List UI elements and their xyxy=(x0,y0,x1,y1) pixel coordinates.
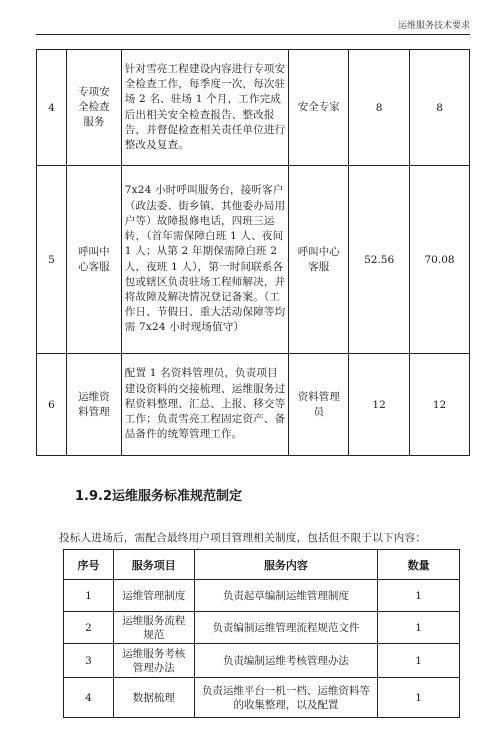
table-row xyxy=(37,166,470,354)
service-content: 负责运维平台一机一档、运维资料等的收集整理，以及配置 xyxy=(194,678,378,718)
table-row xyxy=(37,354,470,456)
row-number: 2 xyxy=(64,612,114,644)
intro-paragraph: 投标人进场后，需配合最终用户项目管理相关制度，包括但不限于以下内容： xyxy=(59,532,427,544)
service-content: 负责起草编制运维管理制度 xyxy=(194,580,378,612)
service-content: 7x24 小时呼叫服务台，接听客户（政法委、街乡镇、其他委办局用户等）故障报修电话，四班三运转，（首年需保障白班 1 人、夜间 1 人；从第 2 年期保需障白班 2 人，夜班 1 人），第一时间联系各包或辖区负责驻场工程师解决，并将故障及解决情况登记备案。（工作日、节假日、重大活动保障等均需 7x24 小时现场值守） xyxy=(121,166,289,354)
service-item: 运维管理制度 xyxy=(113,580,194,612)
service-item: 呼叫中心客服 xyxy=(66,166,121,354)
section-heading: 1.9.2运维服务标准规范制定 xyxy=(75,489,243,504)
personnel: 安全专家 xyxy=(289,50,349,166)
table-row xyxy=(64,580,460,612)
quantity: 1 xyxy=(378,678,460,718)
value-1: 52.56 xyxy=(349,166,410,354)
row-number: 5 xyxy=(37,166,67,354)
personnel: 呼叫中心客服 xyxy=(289,166,349,354)
service-item: 运维服务考核管理办法 xyxy=(113,644,194,678)
value-1: 12 xyxy=(349,354,410,456)
table-row xyxy=(64,644,460,678)
value-2: 12 xyxy=(410,354,470,456)
service-content: 针对雪亮工程建设内容进行专项安全检查工作，每季度一次，每次驻场 2 名、驻场 1 个月，工作完成后出相关安全检查报告、整改报告，并督促检查相关责任单位进行整改及复查。 xyxy=(121,50,289,166)
service-content: 负责编制运维考核管理办法 xyxy=(194,644,378,678)
header-item: 服务项目 xyxy=(113,550,194,580)
quantity: 1 xyxy=(378,580,460,612)
row-number: 6 xyxy=(37,354,67,456)
row-number: 1 xyxy=(64,580,114,612)
header-qty: 数量 xyxy=(378,550,460,580)
quantity: 1 xyxy=(378,644,460,678)
quantity: 1 xyxy=(378,612,460,644)
service-item: 专项安全检查服务 xyxy=(66,50,121,166)
table-header-row xyxy=(64,550,460,580)
header-no: 序号 xyxy=(64,550,114,580)
row-number: 4 xyxy=(64,678,114,718)
personnel: 资料管理员 xyxy=(289,354,349,456)
service-item: 运维资料管理 xyxy=(66,354,121,456)
standards-table xyxy=(63,549,460,718)
service-table-continued xyxy=(36,49,470,456)
value-1: 8 xyxy=(349,50,410,166)
service-item: 数据梳理 xyxy=(113,678,194,718)
service-item: 运维服务流程规范 xyxy=(113,612,194,644)
value-2: 70.08 xyxy=(410,166,470,354)
table-row xyxy=(64,612,460,644)
table-row xyxy=(37,50,470,166)
service-content: 负责编制运维管理流程规范文件 xyxy=(194,612,378,644)
header-content: 服务内容 xyxy=(194,550,378,580)
service-content: 配置 1 名资料管理员，负责项目建设资料的交接梳理、运维服务过程资料整理、汇总、上报、移交等工作；负责雪亮工程固定资产、备品备件的统筹管理工作。 xyxy=(121,354,289,456)
row-number: 3 xyxy=(64,644,114,678)
table-row xyxy=(64,678,460,718)
value-2: 8 xyxy=(410,50,470,166)
header-rule xyxy=(36,34,470,35)
running-header: 运维服务技术要求 xyxy=(397,21,470,31)
row-number: 4 xyxy=(37,50,67,166)
